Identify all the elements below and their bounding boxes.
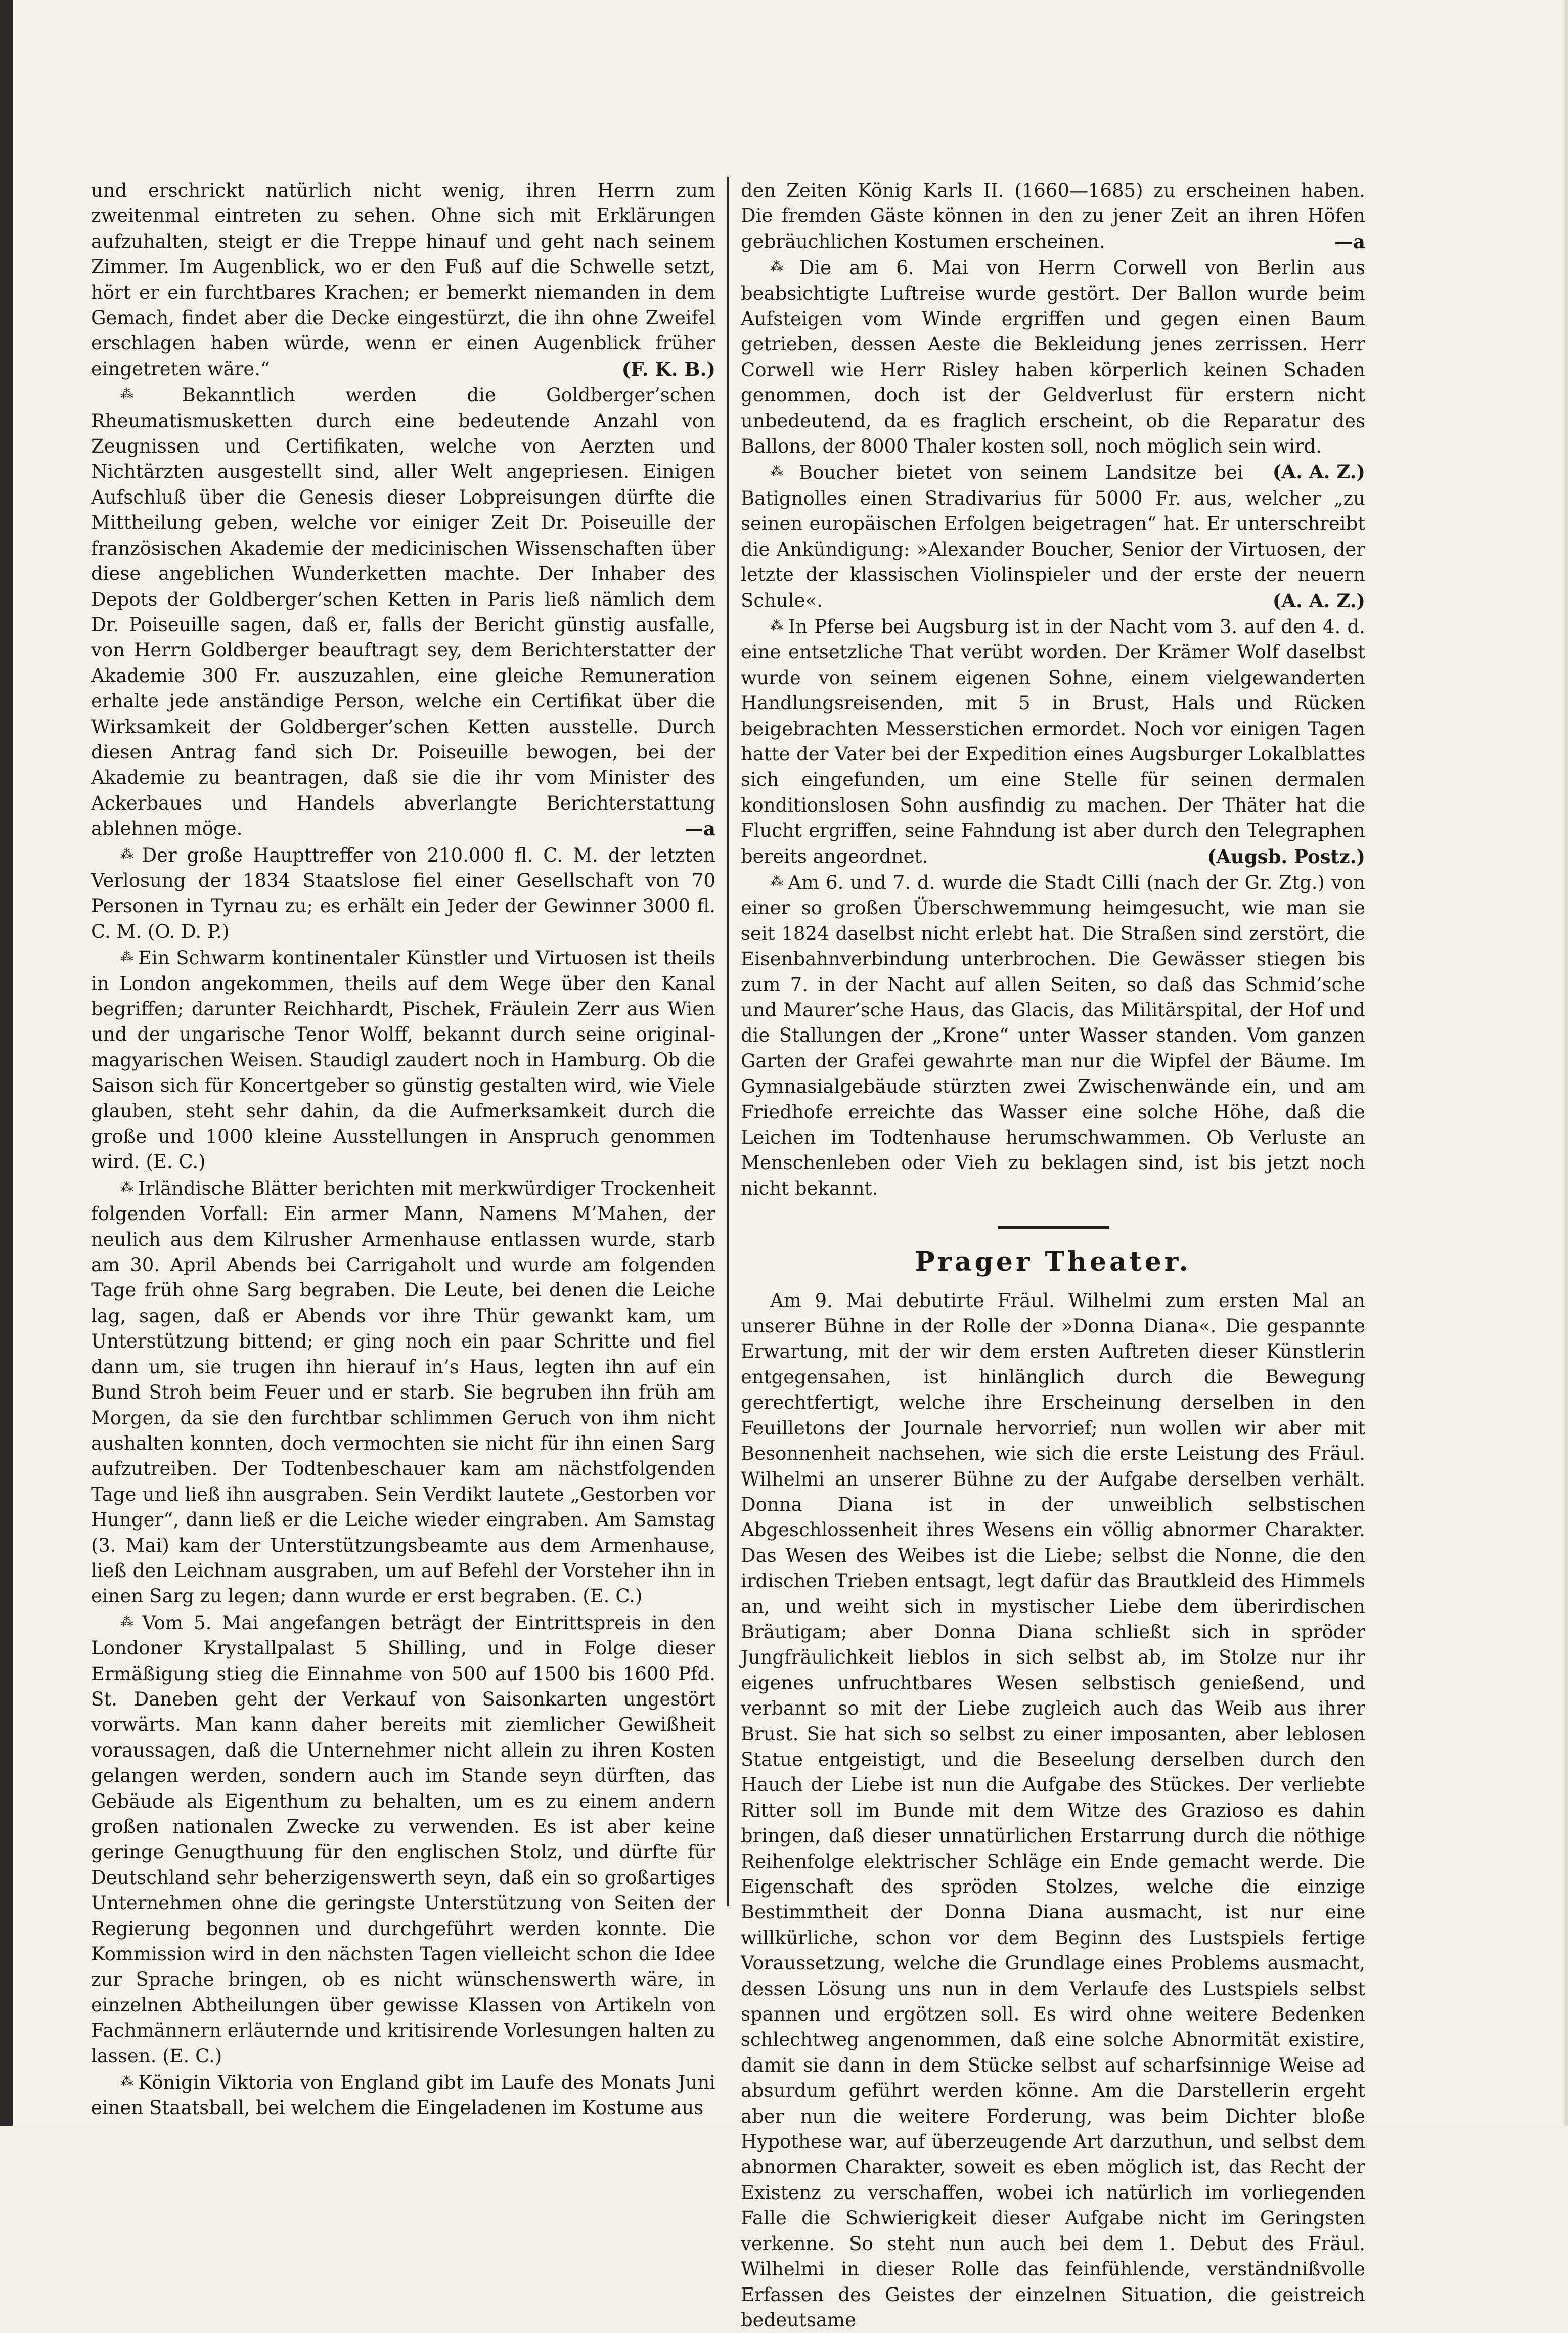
article-crystal-palace xyxy=(91,1609,715,2069)
article-balloon xyxy=(741,254,1365,483)
page-edge-shadow xyxy=(0,0,13,2126)
asterism-icon: ⁂ xyxy=(120,387,178,402)
right-intro-source: —a xyxy=(1334,230,1365,253)
asterism-icon: ⁂ xyxy=(120,950,134,965)
left-intro-paragraph xyxy=(91,178,715,382)
article-text: Die am 6. Mai von Herrn Corwell von Berlin aus beabsichtigte Luftreise wurde gestört. Der Ballon wurde beim Aufsteigen vom Winde ergriffen und gegen einen Baum getrieben, dessen Aeste die Bekleidung jenes zerrissen. Herr Corwell wie Herr Risley haben körperlich keinen Schaden genommen, doch ist der Geldverlust für erstern nicht unbedeutend, da es fraglich erscheint, ob die Reparatur des Ballons, der 8000 Thaler kosten soll, noch möglich sein wird. xyxy=(741,257,1365,458)
asterism-icon: ⁂ xyxy=(770,618,784,634)
asterism-icon: ⁂ xyxy=(120,2074,135,2090)
asterism-icon: ⁂ xyxy=(120,1180,134,1195)
article-lottery xyxy=(91,842,715,945)
article-text: Bekanntlich werden die Goldberger’schen Rheumatismusketten durch eine bedeutende Anzahl von Zeugnissen und Certifikaten, welche von Aerzten und Nichtärzten ausgestellt sind, aller Welt angepriesen. Einigen Aufschluß über die Genesis dieser Lobpreisungen dürfte die Mittheilung geben, welche vor einiger Zeit Dr. Poiseuille der französischen Akademie der medicinischen Wissenschaften über diese angeblichen Wunderketten machte. Der Inhaber des Depots der Goldberger’schen Ketten in Paris ließ nämlich dem Dr. Poiseuille sagen, daß er, falls der Bericht günstig ausfalle, von Herrn Goldberger beauftragt sey, dem Berichterstatter der Akademie 300 Fr. auszuzahlen, eine gleiche Remuneration erhalte jede anständige Person, welche ein Certifikat über die Wirksamkeit der Goldberger’schen Ketten ausstelle. Durch diesen Antrag fand sich Dr. Poiseuille bewogen, bei der Akademie zu beantragen, daß sie die ihr vom Minister des Ackerbaues und Handels abverlangte Berichterstattung ablehnen möge. xyxy=(91,384,716,840)
asterism-icon: ⁂ xyxy=(120,846,138,862)
right-intro-text: den Zeiten König Karls II. (1660—1685) zu erscheinen haben. Die fremden Gäste können in den zu jener Zeit an ihren Höfen gebräuchlichen Kostumen erscheinen. xyxy=(741,180,1365,252)
theater-heading: Prager Theater. xyxy=(915,1246,1191,1278)
page-edge-right xyxy=(1564,0,1568,2126)
left-column xyxy=(91,178,716,2119)
article-text: In Pferse bei Augsburg ist in der Nacht vom 3. auf den 4. d. eine entsetzliche That verübt worden. Der Krämer Wolf daselbst wurde von seinem eigenen Sohne, einem vielgewanderten Handlungsreisenden, mit 5 in Brust, Hals und Rücken beigebrachten Messerstichen ermordet. Noch vor einigen Tagen hatte der Vater bei der Expedition eines Augsburger Lokalblattes sich eingefunden, um eine Stelle für seinen dermalen konditionslosen Sohn ausfindig zu machen. Der Thäter hat die Flucht ergriffen, seine Fahndung ist aber durch den Telegraphen bereits angeordnet. xyxy=(741,615,1365,867)
article-source: (Augsb. Postz.) xyxy=(1207,845,1365,868)
asterism-icon: ⁂ xyxy=(770,874,784,889)
right-intro-paragraph xyxy=(741,178,1365,254)
asterism-icon: ⁂ xyxy=(120,1614,139,1630)
article-text: Boucher bietet von seinem Landsitze bei Batignolles einen Stradivarius für 5000 Fr. aus, welcher „zu seinen europäischen Erfolgen beigetragen“ hat. Er unterschreibt die Ankündigung: »Alexander Boucher, Senior der Virtuosen, der letzte der klassischen Violinspieler und der erste der neuern Schule«. xyxy=(741,462,1365,611)
article-text: Königin Viktoria von England gibt im Laufe des Monats Juni einen Staatsball, bei welchem die Eingeladenen im Kostume aus xyxy=(91,2072,715,2119)
article-irish-papers xyxy=(91,1175,715,1609)
article-text: Vom 5. Mai angefangen beträgt der Eintrittspreis in den Londoner Krystallpalast 5 Shilling, und in Folge dieser Ermäßigung stieg die Einnahme von 500 auf 1500 bis 1600 Pfd. St. Daneben geht der Verkauf von Saisonkarten ungestört vorwärts. Man kann daher bereits mit ziemlicher Gewißheit voraussagen, daß die Unternehmer nicht allein zu ihren Kosten gelangen werden, sondern auch im Stande seyn dürften, das Gebäude als Eigenthum zu behalten, um es zu einem andern großen nationalen Zwecke zu verwenden. Es ist aber keine geringe Genugthuung für den englischen Stolz, und dürfte für Deutschland sehr beherzigenswerth seyn, daß ein so großartiges Unternehmen ohne die geringste Unterstützung von Seiten der Regierung begonnen und durchgeführt werden konnte. Die Kommission wird in den nächsten Tagen vielleicht schon die Idee zur Sprache bringen, ob es nicht wünschenswerth wäre, in einzelnen Abtheilungen über gewisse Klassen von Artikeln von Fachmännern erläuternde und kritisirende Vorlesungen halten zu lassen. (E. C.) xyxy=(91,1611,716,2067)
article-source: (A. A. Z.) xyxy=(1272,589,1365,612)
article-text: Irländische Blätter berichten mit merkwürdiger Trockenheit folgenden Vorfall: Ein armer Mann, Namens M’Mahen, der neulich aus dem Kilrusher Armenhause entlassen wurde, starb am 30. April Abends bei Carrigaholt und wurde am folgenden Tage früh ohne Sarg begraben. Die Leute, bei denen die Leiche lag, sagen, daß er Abends vor ihre Thür gewankt kam, um Unterstützung bittend; er ging noch ein paar Schritte und fiel dann um, sie trugen ihn hierauf in’s Haus, legten ihn auf ein Bund Stroh beim Feuer und er starb. Sie begruben ihn früh am Morgen, da sie den furchtbar schlimmen Geruch von ihm nicht aushalten konnten, doch vermochten sie nicht für ihn einen Sarg aufzutreiben. Der Todtenbeschauer kam am nächstfolgenden Tage und ließ ihn ausgraben. Sein Verdikt lautete „Gestorben vor Hunger“, dann ließ er die Leiche wieder eingraben. Am Samstag (3. Mai) kam der Unterstützungsbeamte aus dem Armenhause, ließ den Leichnam ausgraben, um auf Befehl der Vorsteher ihn in einen Sarg zu legen; dann wurde er erst begraben. (E. C.) xyxy=(91,1177,715,1607)
article-text: Am 6. und 7. d. wurde die Stadt Cilli (nach der Gr. Ztg.) von einer so großen Überschwemmung heimgesucht, wie man sie seit 1824 daselbst nicht erlebt hat. Die Straßen sind zerstört, die Eisenbahnverbindung unterbrochen. Die Gewässer stiegen bis zum 7. in der Nacht auf allen Seiten, so daß das Schmid’sche und Maurer’sche Haus, das Glacis, das Militärspital, der Hof und die Stallungen der „Krone“ unter Wasser standen. Vom ganzen Garten der Grafei gewahrte man nur die Wipfel der Bäume. Im Gymnasialgebäude stürzten zwei Zwischenwände ein, und am Friedhofe erreichte das Wasser eine solche Höhe, daß die Leichen im Todtenhause herumschwammen. Ob Verluste an Menschenleben oder Vieh zu beklagen sind, ist bis jetzt noch nicht bekannt. xyxy=(741,871,1365,1199)
article-queen-victoria xyxy=(91,2069,715,2121)
asterism-icon: ⁂ xyxy=(770,464,795,480)
article-text: Der große Haupttreffer von 210.000 fl. C. M. der letzten Verlosung der 1834 Staatslose fiel einer Gesellschaft von 70 Personen in Tyrnau zu; es erhält ein Jeder der Gewinner 3000 fl. C. M. (O. D. P.) xyxy=(91,844,716,943)
article-source: (A. A. Z.) xyxy=(1272,461,1365,483)
article-cilli-flood xyxy=(741,869,1365,1201)
article-augsburg xyxy=(741,613,1365,869)
left-intro-source: (F. K. B.) xyxy=(621,357,715,380)
section-rule xyxy=(998,1226,1109,1229)
column-divider xyxy=(727,177,729,1906)
article-source: —a xyxy=(685,818,715,840)
article-text: Ein Schwarm kontinentaler Künstler und Virtuosen ist theils in London angekommen, theils auf dem Wege über den Kanal begriffen; darunter Reichhardt, Pischek, Fräulein Zerr aus Wien und der ungarische Tenor Wolff, bekannt durch seine original-magyarischen Weisen. Staudigl zaudert noch in Hamburg. Ob die Saison sich für Koncertgeber so günstig gestalten wird, wie Viele glauben, steht sehr dahin, da die Aufmerksamkeit durch die große und 1000 kleine Ausstellungen in Anspruch genommen wird. (E. C.) xyxy=(91,947,716,1173)
article-theater-review xyxy=(741,1288,1365,2333)
article-text: Am 9. Mai debutirte Fräul. Wilhelmi zum ersten Mal an unserer Bühne in der Rolle der »Donna Diana«. Die gespannte Erwartung, mit der wir dem ersten Auftreten dieser Künstlerin entgegensahen, ist hinlänglich durch die Bewegung gerechtfertigt, welche ihre Erscheinung derselben in den Feuilletons der Journale hervorrief; nun wollen wir aber mit Besonnenheit nachsehen, wie sich die erste Leistung des Fräul. Wilhelmi an unserer Bühne zu der Aufgabe derselben verhält. Donna Diana ist in der unweiblich selbstischen Abgeschlossenheit ihres Wesens ein völlig abnormer Charakter. Das Wesen des Weibes ist die Liebe; selbst die Nonne, die den irdischen Trieben entsagt, legt dafür das Brautkleid des Himmels an, und weiht sich in mystischer Liebe dem überirdischen Bräutigam; aber Donna Diana schließt sich in spröder Jungfräulichkeit lieblos in sich selbst ab, im Stolze nur ihr eigenes unfruchtbares Wesen selbstisch genießend, und verbannt so mit der Liebe zugleich auch das Weib aus ihrer Brust. Sie hat sich so selbst zu einer imposanten, aber leblosen Statue entgeistigt, und die Beseelung derselben durch den Hauch der Liebe ist nun die Aufgabe des Stückes. Der verliebte Ritter soll im Bunde mit dem Witze des Grazioso es dahin bringen, daß dieser unnatürlichen Erstarrung durch die nöthige Reihenfolge elektrischer Schläge ein Ende gemacht werde. Die Eigenschaft des spröden Stolzes, welche die einzige Bestimmtheit der Donna Diana ausmacht, ist nur eine willkürliche, schon vor dem Beginn des Lustspiels fertige Voraussetzung, welche die Grundlage eines Problems ausmacht, dessen Lösung uns nun in dem Verlaufe des Lustspiels selbst spannen und ergötzen soll. Es wird ohne weitere Bedenken schlechtweg angenommen, daß eine solche Abnormität existire, damit sie dann in dem Stücke selbst auf scharfsinnige Weise ad absurdum geführt werden könne. Am die Darstellerin ergeht aber nun die weitere Forderung, was beim Dichter bloße Hypothese war, auf überzeugende Art darzuthun, und selbst dem abnormen Charakter, soweit es eben möglich ist, das Recht der Existenz zu verschaffen, wobei ich natürlich im vorliegenden Falle die Schwierigkeit dieser Aufgabe nicht im Geringsten verkenne. So steht nun auch bei dem 1. Debut des Fräul. Wilhelmi in dieser Rolle das feinfühlende, verständnißvolle Erfassen des Geistes der einzelnen Situation, die geistreich bedeutsame xyxy=(741,1289,1365,2331)
asterism-icon: ⁂ xyxy=(770,259,795,275)
left-intro-text: und erschrickt natürlich nicht wenig, ihren Herrn zum zweitenmal eintreten zu sehen. Ohne sich mit Erklärungen aufzuhalten, steigt er die Treppe hinauf und geht nach seinem Zimmer. Im Augenblick, wo er den Fuß auf die Schwelle setzt, hört er ein furchtbares Krachen; er bemerkt niemanden in dem Gemach, findet aber die Decke eingestürzt, die ihn ohne Zweifel erschlagen haben würde, wenn er einen Augenblick früher eingetreten wäre.“ xyxy=(91,180,715,380)
right-column xyxy=(741,178,1365,2331)
article-artists-london xyxy=(91,945,715,1175)
article-rheumatism-chains xyxy=(91,382,715,841)
